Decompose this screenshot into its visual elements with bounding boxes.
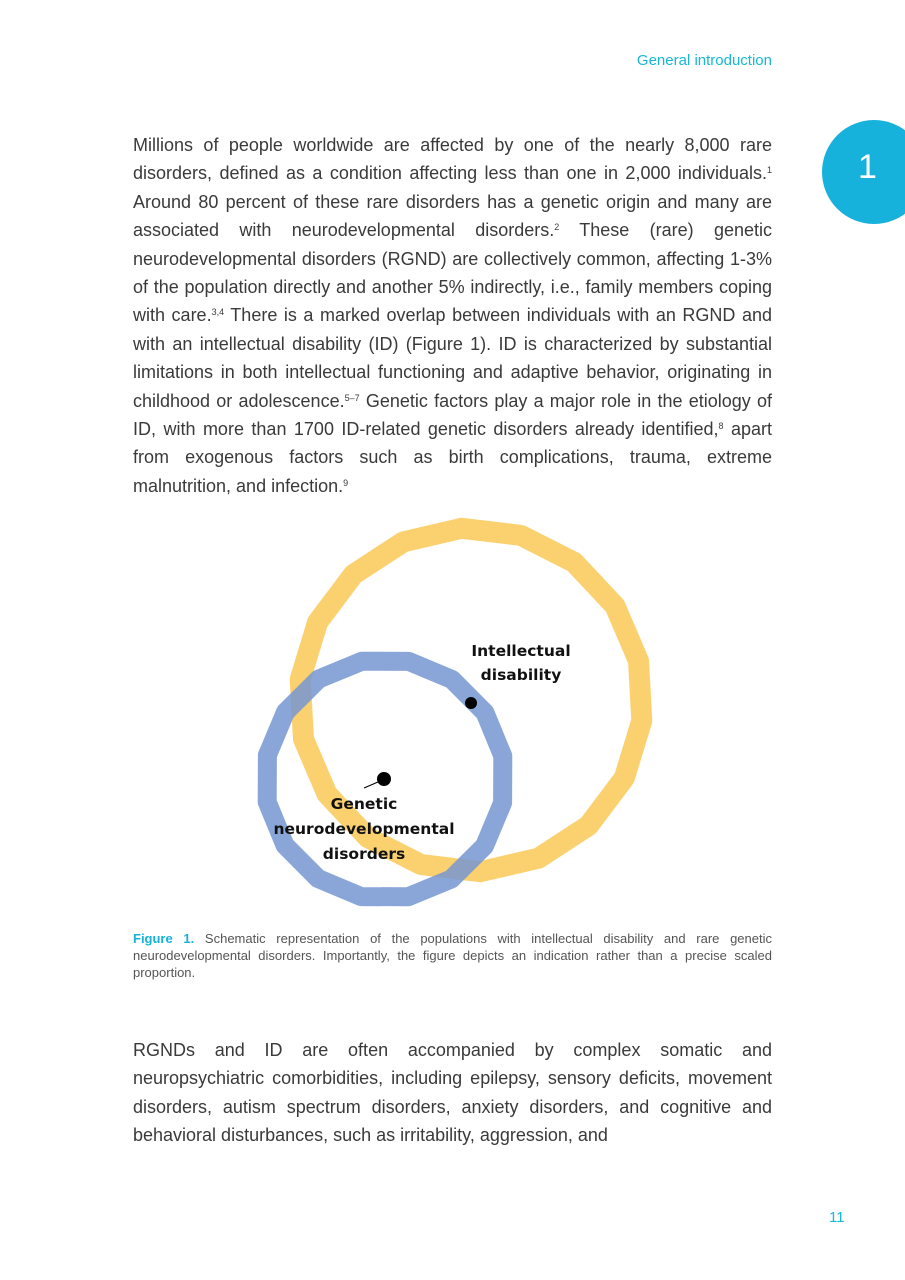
reference-superscript: 2 (554, 222, 560, 233)
reference-superscript: 1 (766, 165, 772, 176)
rgnd-label-line1: Genetic (330, 795, 398, 813)
chapter-tab (822, 120, 905, 224)
rgnd-marker-dot (377, 772, 391, 786)
figure-caption-label: Figure 1. (133, 931, 195, 946)
reference-superscript: 3,4 (211, 307, 225, 318)
id-label-line2: disability (480, 666, 562, 684)
chapter-number: 1 (858, 148, 877, 186)
text-run: Millions of people worldwide are affected by one of the nearly 8,000 rare disorders, defined as a condition affecting less than one in 2,000 individuals. (133, 135, 772, 184)
text-run: There is a marked overlap between individuals with an RGND and with an intellectual disability (ID) (Figure 1). ID is characterized by substantial limitations in both intellectual functioning and adaptive behavior, originating in childhood or adolescence. (133, 305, 772, 411)
id-marker-dot (465, 697, 477, 709)
intro-paragraph (133, 131, 772, 500)
venn-figure (240, 510, 670, 925)
text-run: These (rare) genetic neurodevelopmental disorders (RGND) are collectively common, affecting 1-3% of the population directly and another 5% indirectly, i.e., family members coping with care. (133, 220, 773, 326)
reference-superscript: 8 (718, 421, 724, 432)
comorbidity-paragraph: RGNDs and ID are often accompanied by complex somatic and neuropsychiatric comorbidities, including epilepsy, sensory deficits, movement disorders, autism spectrum disorders, anxiety disorders, and cognitive and behavioral disturbances, such as irritability, aggression, and (133, 1040, 772, 1146)
running-header: General introduction (636, 52, 772, 69)
page-number: 11 (829, 1209, 845, 1226)
id-label-line1: Intellectual (471, 642, 571, 660)
rgnd-marker-line (364, 782, 378, 788)
text-run: Around 80 percent of these rare disorders has a genetic origin and many are associated with neurodevelopmental disorders. (133, 191, 772, 241)
text-run: apart from exogenous factors such as birth complications, trauma, extreme malnutrition, and infection. (133, 419, 772, 496)
reference-superscript: 5–7 (344, 392, 360, 403)
text-run: Genetic factors play a major role in the etiology of ID, with more than 1700 ID-related genetic disorders already identified, (133, 390, 773, 440)
reference-superscript: 9 (343, 477, 349, 488)
figure-caption-text: Schematic representation of the populations with intellectual disability and rare genetic neurodevelopmental disorders. Importantly, the figure depicts an indication rather than a precise scaled proportion. (133, 931, 772, 980)
rgnd-label-line3: disorders (322, 845, 406, 863)
venn-diagram (240, 510, 670, 920)
rgnd-label-line2: neurodevelopmental (273, 820, 455, 838)
figure-caption (133, 930, 772, 981)
